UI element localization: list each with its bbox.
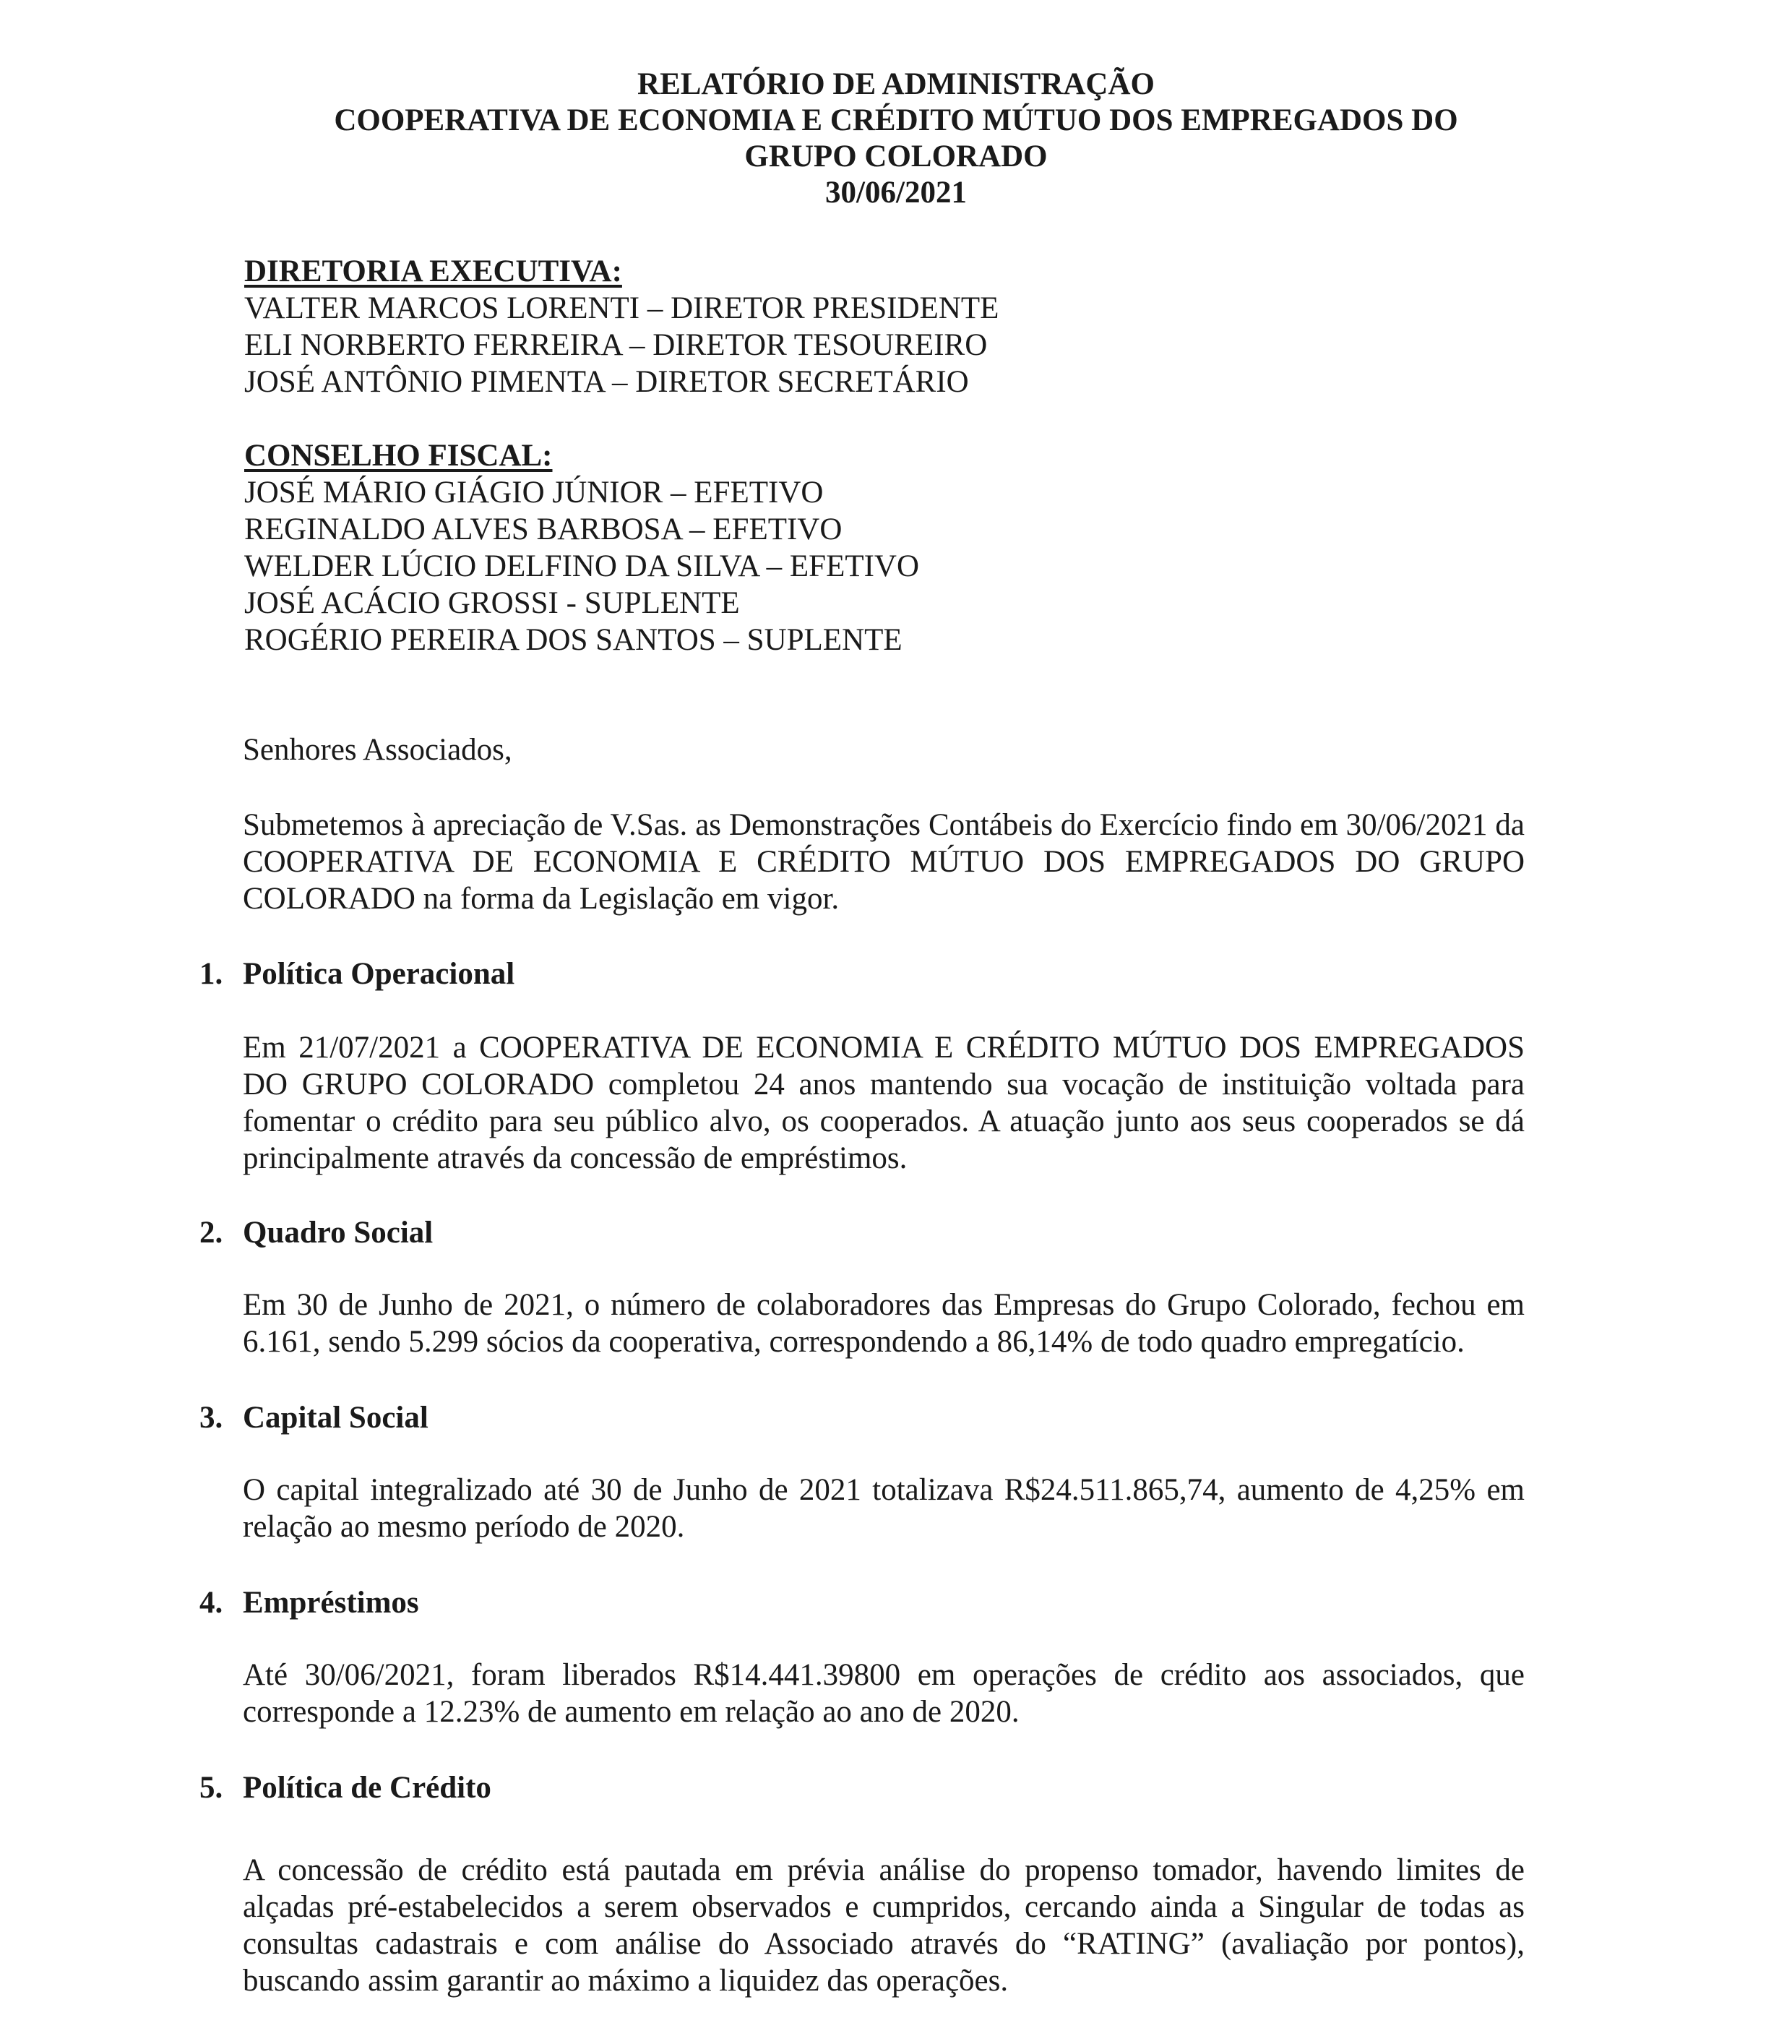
council-member: REGINALDO ALVES BARBOSA – EFETIVO (244, 512, 843, 546)
council-member: ROGÉRIO PEREIRA DOS SANTOS – SUPLENTE (244, 623, 903, 657)
section-body-operational-policy: Em 21/07/2021 a COOPERATIVA DE ECONOMIA E CRÉDITO MÚTUO DOS EMPREGADOS DO GRUPO COLORADO completou 24 anos mantendo sua vocação de instituição voltada para fomentar o crédito para seu público alvo, os cooperados. A atuação junto aos seus cooperados se dá principalmente através da concessão de empréstimos. (243, 1031, 1525, 1175)
council-member: JOSÉ MÁRIO GIÁGIO JÚNIOR – EFETIVO (244, 476, 824, 510)
section-number: 1. (199, 957, 223, 991)
council-member: WELDER LÚCIO DELFINO DA SILVA – EFETIVO (244, 549, 920, 583)
section-body-credit-policy: A concessão de crédito está pautada em prévia análise do propenso tomador, havendo limites de alçadas pré-estabelecidos a serem observados e cumpridos, cercando ainda a Singular de todas as consultas cadastrais e com análise do Associado através do “RATING” (avaliação por pontos), buscando assim garantir ao máximo a liquidez das operações. (243, 1853, 1525, 1998)
intro-paragraph: Submetemos à apreciação de V.Sas. as Demonstrações Contábeis do Exercício findo em 30/06/2021 da COOPERATIVA DE ECONOMIA E CRÉDITO MÚTUO DOS EMPREGADOS DO GRUPO COLORADO na forma da Legislação em vigor. (243, 808, 1525, 916)
section-title: Quadro Social (243, 1216, 434, 1250)
council-member: JOSÉ ACÁCIO GROSSI - SUPLENTE (244, 586, 740, 620)
fiscal-council-heading: CONSELHO FISCAL: (244, 439, 553, 473)
report-header (0, 66, 1792, 211)
section-body-share-capital: O capital integralizado até 30 de Junho de 2021 totalizava R$24.511.865,74, aumento de 4,25% em relação ao mesmo período de 2020. (243, 1473, 1525, 1544)
section-heading-credit-policy (199, 1769, 491, 1806)
section-body-loans: Até 30/06/2021, foram liberados R$14.441.39800 em operações de crédito aos associados, que corresponde a 12.23% de aumento em relação ao ano de 2020. (243, 1658, 1525, 1729)
greeting: Senhores Associados, (243, 733, 512, 767)
section-heading-operational-policy (199, 956, 514, 992)
section-heading-social-board (199, 1214, 433, 1251)
section-title: Capital Social (243, 1401, 428, 1435)
board-member: ELI NORBERTO FERREIRA – DIRETOR TESOUREIRO (244, 328, 988, 362)
report-date: 30/06/2021 (825, 176, 967, 210)
section-number: 4. (199, 1586, 223, 1620)
fiscal-council (244, 437, 1617, 658)
cooperative-name-line1: COOPERATIVA DE ECONOMIA E CRÉDITO MÚTUO DOS EMPREGADOS DO (334, 103, 1458, 137)
section-body-social-board: Em 30 de Junho de 2021, o número de colaboradores das Empresas do Grupo Colorado, fechou em 6.161, sendo 5.299 sócios da cooperativa, correspondendo a 86,14% de todo quadro empregatício. (243, 1288, 1525, 1359)
section-title: Política Operacional (243, 957, 515, 991)
section-title: Empréstimos (243, 1586, 419, 1620)
report-title: RELATÓRIO DE ADMINISTRAÇÃO (637, 67, 1155, 101)
section-title: Política de Crédito (243, 1771, 491, 1805)
section-number: 2. (199, 1216, 223, 1250)
section-heading-loans (199, 1584, 419, 1621)
executive-board-heading: DIRETORIA EXECUTIVA: (244, 254, 622, 288)
section-number: 3. (199, 1401, 223, 1435)
section-number: 5. (199, 1771, 223, 1805)
executive-board (244, 253, 1617, 400)
section-heading-share-capital (199, 1399, 428, 1436)
board-member: VALTER MARCOS LORENTI – DIRETOR PRESIDENTE (244, 291, 999, 325)
cooperative-name-line2: GRUPO COLORADO (744, 139, 1048, 173)
board-member: JOSÉ ANTÔNIO PIMENTA – DIRETOR SECRETÁRIO (244, 365, 969, 399)
